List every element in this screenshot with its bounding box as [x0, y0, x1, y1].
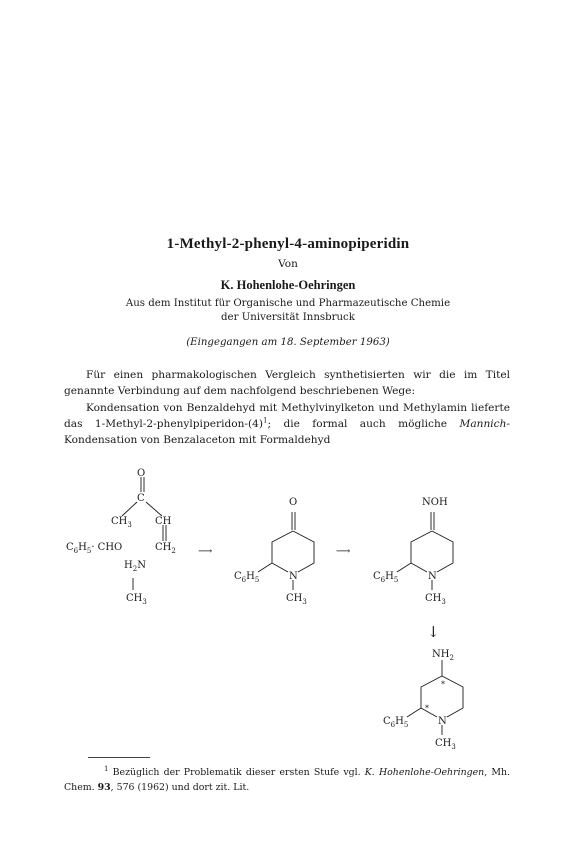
n-methyl-1: $CH_3$ [286, 593, 307, 606]
phenyl-3: $C_6H_5$ [383, 716, 409, 729]
ring-right-3 [442, 676, 463, 717]
footnote-text-b: , Mh. Chem. [64, 767, 510, 793]
ring-n-1: N [289, 571, 298, 582]
ring-n-2: N [428, 571, 437, 582]
reagent-ch: CH [155, 516, 172, 527]
article-title: 1-Methyl-2-phenyl-4-aminopiperidin [166, 236, 410, 252]
mannich-term: Mannich [459, 417, 507, 430]
phenyl-1: $C_6H_5$ [234, 571, 260, 584]
oxime-label: NOH [422, 497, 448, 508]
institute-line-1: Aus dem Institut für Organische und Pharmazeutische Chemie [125, 298, 451, 309]
stereocenter-4: * [441, 680, 445, 689]
paragraph-1: Für einen pharmakologischen Vergleich synthetisierten wir die im Titel genannte Verbindung auf dem nachfolgend beschriebenen Wege: [64, 369, 510, 398]
footnote-text-a: Bezüglich der Problematik dieser ersten Stufe vgl. [108, 767, 365, 778]
n-methyl-3: $CH_3$ [435, 738, 456, 751]
footnote-divider [88, 757, 150, 758]
arrow-down: ↓ [427, 623, 440, 641]
p2-text-b: ; die formal auch mögliche [267, 417, 460, 430]
bond-c-ch3 [122, 502, 137, 516]
phenyl-bond-3 [407, 708, 421, 717]
ring-left-2 [411, 531, 432, 572]
amine-label: $NH_2$ [432, 649, 454, 662]
footnote-ref: 1 [263, 416, 268, 425]
institute-line-2: der Universität Innsbruck [221, 312, 355, 323]
ring-right-1 [293, 531, 314, 572]
ring-n-3: N [438, 716, 447, 727]
ring-left-1 [272, 531, 293, 572]
bond-c-ch [146, 502, 162, 516]
arrow-2: ⟶ [336, 546, 351, 557]
phenyl-bond-2 [397, 563, 411, 572]
n-methyl-2: $CH_3$ [425, 593, 446, 606]
phenyl-2: $C_6H_5$ [373, 571, 399, 584]
footnote [64, 766, 510, 795]
reagent-methyl: $CH_3$ [111, 516, 132, 529]
author-name: K. Hohenlohe-Oehringen [220, 278, 356, 292]
arrow-1: ⟶ [198, 546, 213, 557]
reagent-carbon: C [137, 493, 145, 504]
reagent-oxygen: O [137, 468, 146, 479]
ketone-oxygen: O [289, 497, 298, 508]
p2-text-a: Kondensation von Benzaldehyd mit Methylvinylketon und Methylamin lieferte das 1-Methyl-2-phenylpiperidon-(4) [64, 401, 510, 430]
footnote-number: 1 [104, 764, 109, 773]
stereocenter-2: * [425, 704, 429, 713]
footnote-volume: 93 [97, 781, 111, 793]
received-date: (Eingegangen am 18. September 1963) [186, 337, 390, 348]
methylene: $CH_2$ [155, 542, 176, 555]
benzaldehyde: $C_6H_5\cdot$ CHO [66, 542, 123, 555]
ring-right-2 [432, 531, 453, 572]
footnote-author: K. Hohenlohe-Oehringen [364, 767, 485, 778]
p2-text-c: -Kondensation von Benzalaceton mit Formaldehyd [64, 417, 511, 447]
by-line: Von [278, 258, 298, 270]
methylamine-ch3: $CH_3$ [126, 593, 147, 606]
phenyl-bond-1 [258, 563, 272, 572]
footnote-text-c: , 576 (1962) und dort zit. Lit. [110, 781, 250, 793]
methylamine-n: $H_2N$ [124, 560, 146, 573]
